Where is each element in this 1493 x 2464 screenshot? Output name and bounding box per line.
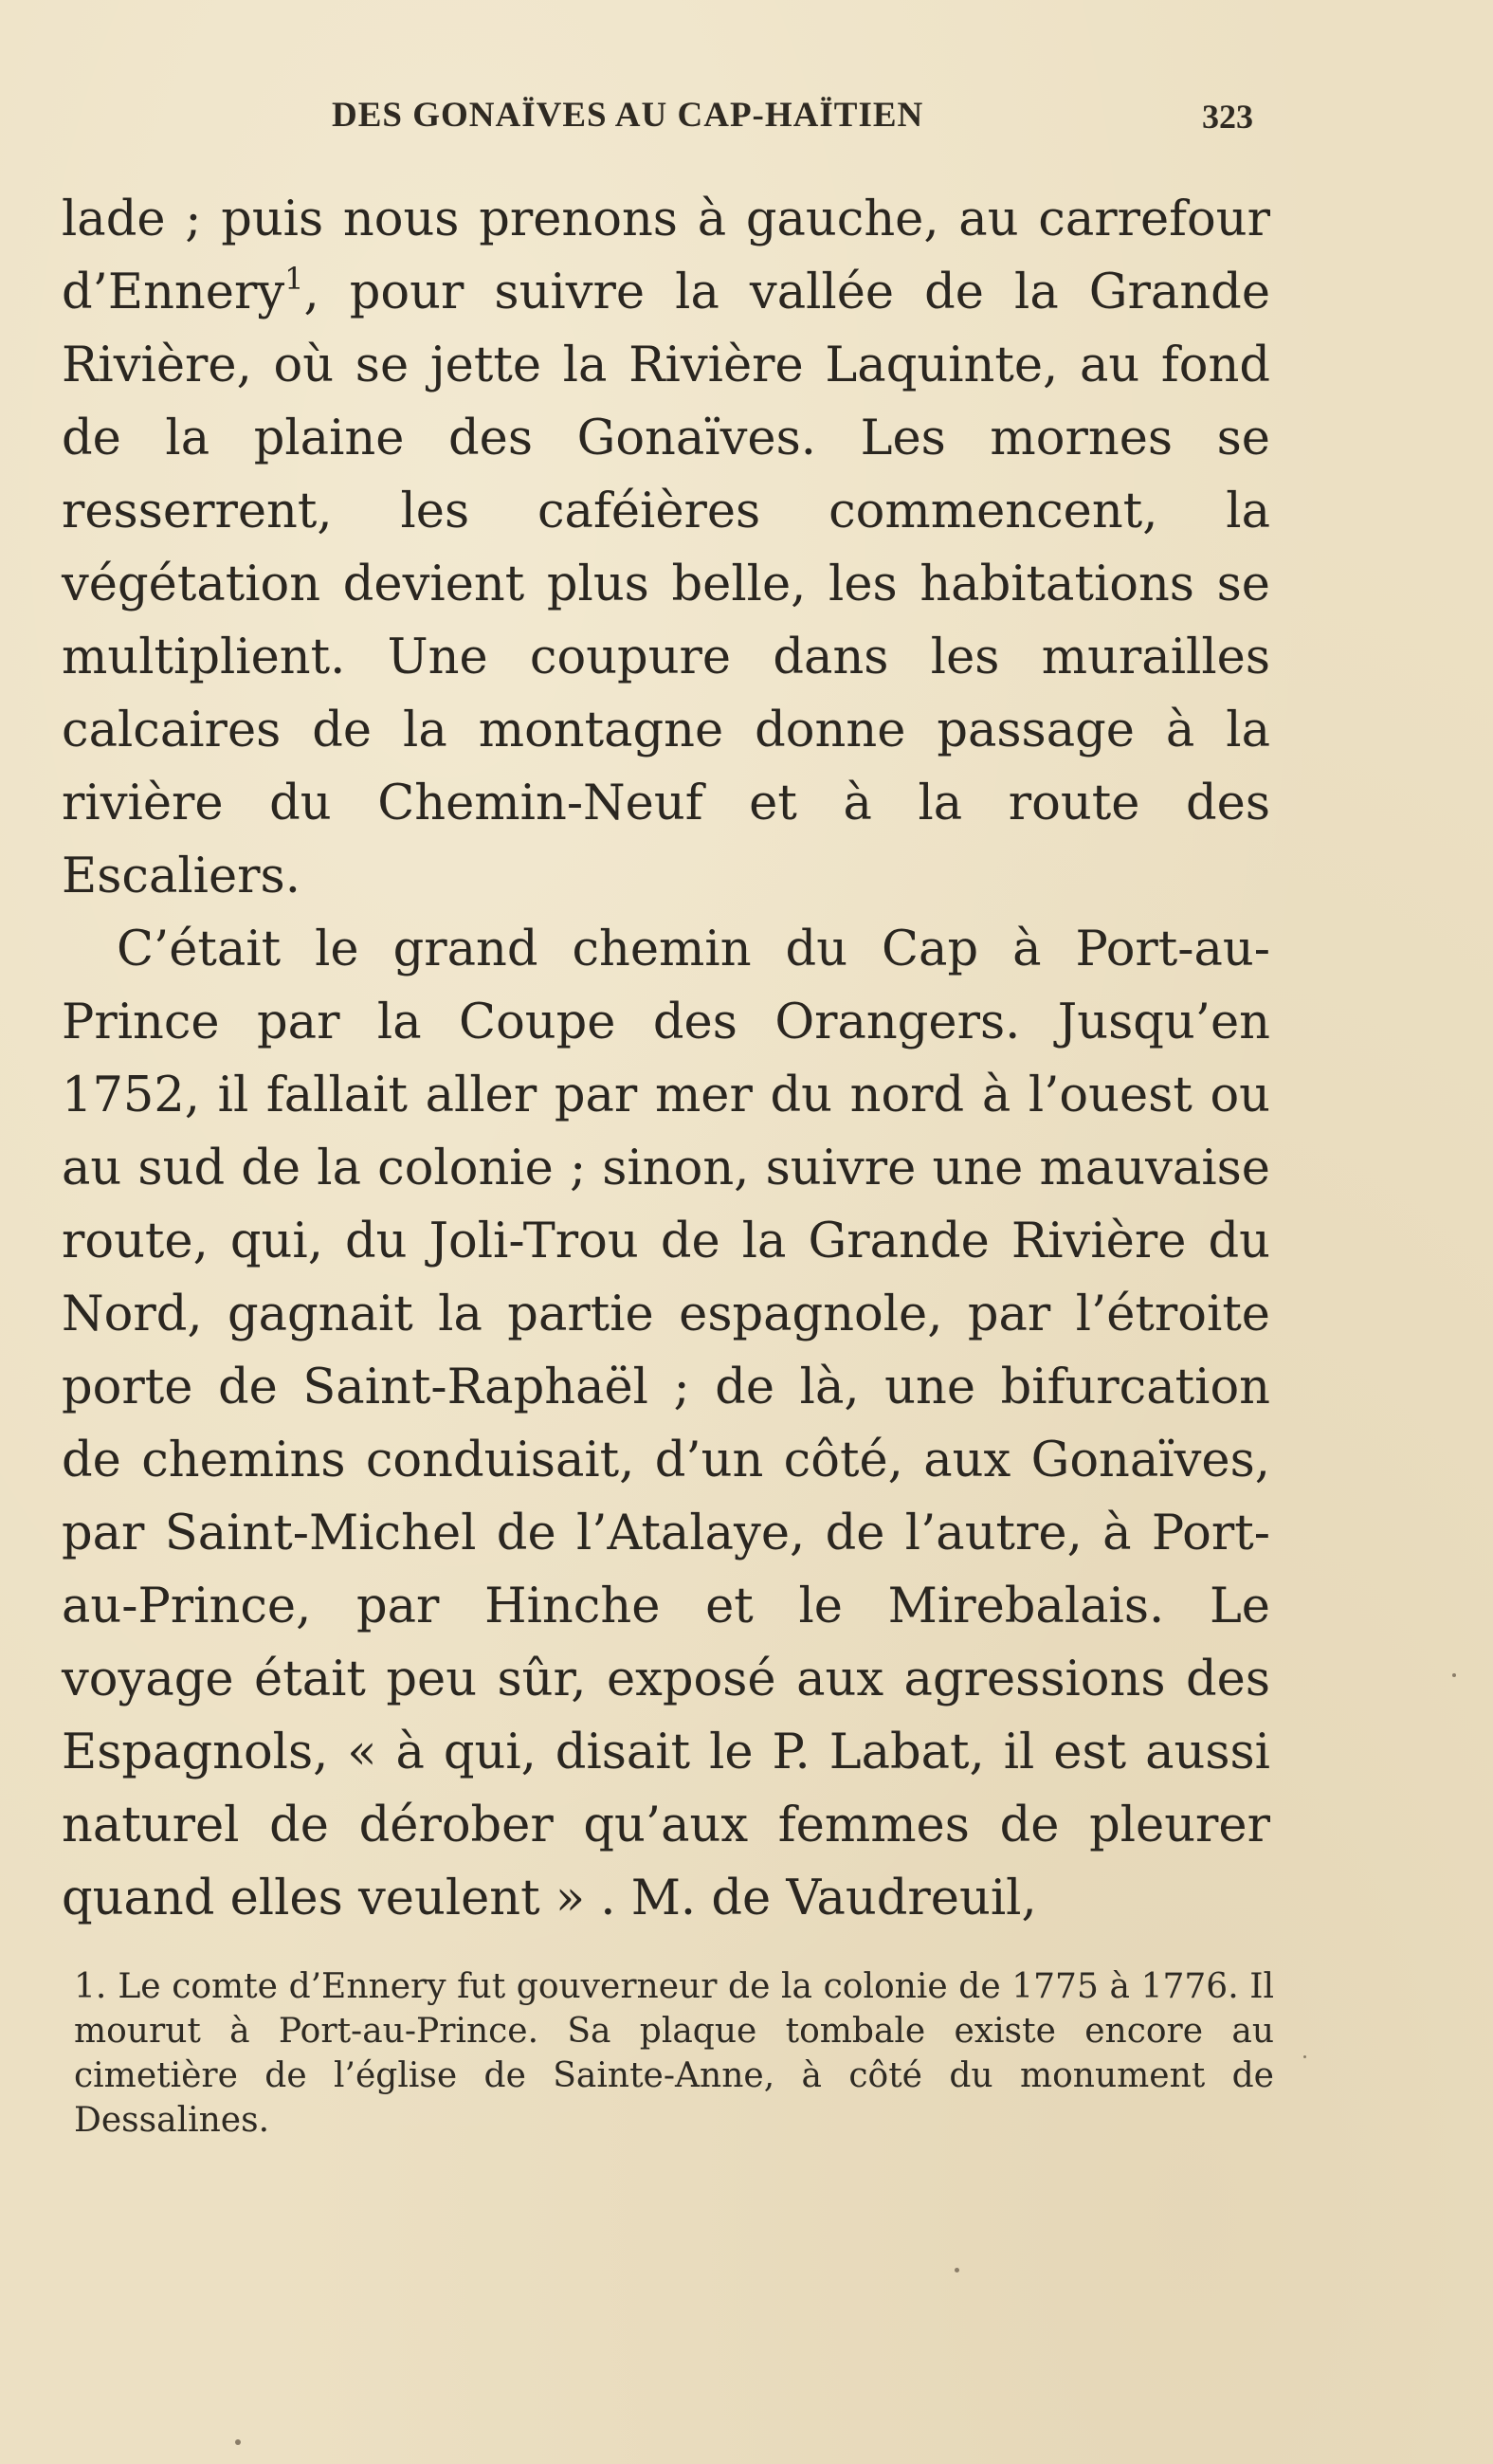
main-text [62,183,1270,1935]
paragraph-2: C’était le grand chemin du Cap à Port-au-Prince par la Coupe des Orangers. Jusqu’en 1752, il fallait aller par mer du nord à l’ouest ou au sud de la colonie ; sinon, suivre une mauvaise route, qui, du Joli-Trou de la Grande Rivière du Nord, gagnait la partie espagnole, par l’étroite porte de Saint-Raphaël ; de là, une bifurcation de chemins conduisait, d’un côté, aux Gonaïves, par Saint-Michel de l’Atalaye, de l’autre, à Port-au-Prince, par Hinche et le Mirebalais. Le voyage était peu sûr, exposé aux agressions des Espagnols, « à qui, disait le P. Labat, il est aussi naturel de dérober qu’aux femmes de pleurer quand elles veulent » . M. de Vaudreuil, [62,922,1270,1926]
paper-speck [235,2439,241,2445]
paragraph-1-rest: , pour suivre la vallée de la Grande Rivière, où se jette la Rivière Laquinte, au fond de la plaine des Gonaïves. Les mornes se resserrent, les caféières commencent, la végétation devient plus belle, les habitations se multiplient. Une coupure dans les murailles calcaires de la montagne donne passage à la rivière du Chemin-Neuf et à la route des Escaliers. [62,265,1270,904]
paper-speck [955,2268,959,2272]
footnote-text: Le comte d’Ennery fut gouverneur de la colonie de 1775 à 1776. Il mourut à Port-au-Prince. Sa plaque tombale existe encore au cimetière de l’église de Sainte-Anne, à côté du monument de Dessalines. [74,1967,1274,2140]
paper-speck [1452,1673,1456,1677]
running-title: DES GONAÏVES AU CAP-HAÏTIEN [332,96,924,135]
paragraph-1-start: lade ; puis nous prenons à gauche, au carrefour d’Ennery [62,192,1270,320]
footnote-number: 1. [74,1967,107,2006]
paper-speck [1303,2055,1306,2058]
footnote [74,1964,1274,2143]
footnote-reference: 1 [284,261,304,297]
page-number: 323 [1202,98,1253,136]
paragraph-1 [62,183,1270,913]
